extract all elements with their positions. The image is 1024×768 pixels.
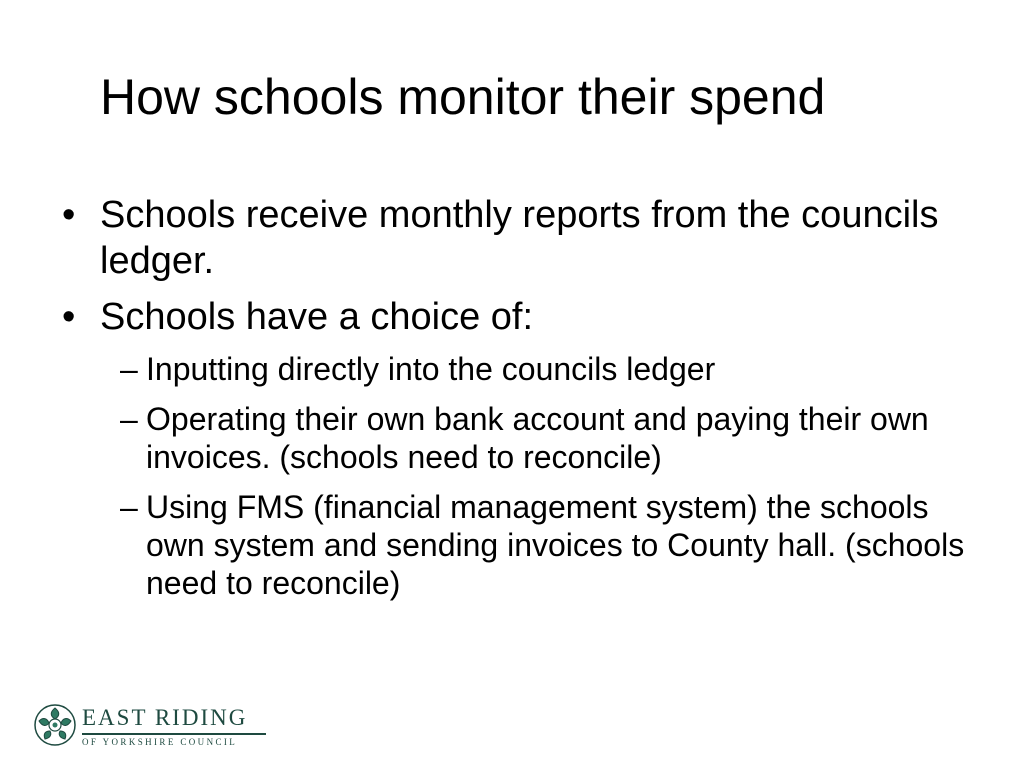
bullet-text: Schools have a choice of: xyxy=(100,296,534,338)
bullet-item xyxy=(62,294,992,340)
sub-bullet-item xyxy=(120,400,992,476)
sub-bullet-marker: – xyxy=(120,351,138,387)
logo-name: EAST RIDING xyxy=(82,705,248,730)
logo-divider xyxy=(82,733,266,735)
sub-bullet-marker: – xyxy=(120,489,138,525)
sub-bullet-marker: – xyxy=(120,401,138,437)
yorkshire-rose-icon xyxy=(34,704,76,746)
sub-bullet-text: Operating their own bank account and paying their own invoices. (schools need to reconcile) xyxy=(146,401,929,475)
slide-content xyxy=(62,192,992,614)
bullet-marker: • xyxy=(62,296,76,338)
bullet-marker: • xyxy=(62,194,76,236)
sub-bullet-text: Inputting directly into the councils ledger xyxy=(146,351,716,387)
bullet-text: Schools receive monthly reports from the councils ledger. xyxy=(100,194,939,282)
logo-subtitle: OF YORKSHIRE COUNCIL xyxy=(82,737,238,747)
sub-bullet-item xyxy=(120,350,992,388)
council-logo xyxy=(34,704,274,750)
bullet-item xyxy=(62,192,992,284)
slide-title: How schools monitor their spend xyxy=(100,69,826,125)
sub-bullet-item xyxy=(120,488,992,602)
sub-bullet-text: Using FMS (financial management system) the schools own system and sending invoices to County hall. (schools need to reconcile) xyxy=(146,489,965,601)
